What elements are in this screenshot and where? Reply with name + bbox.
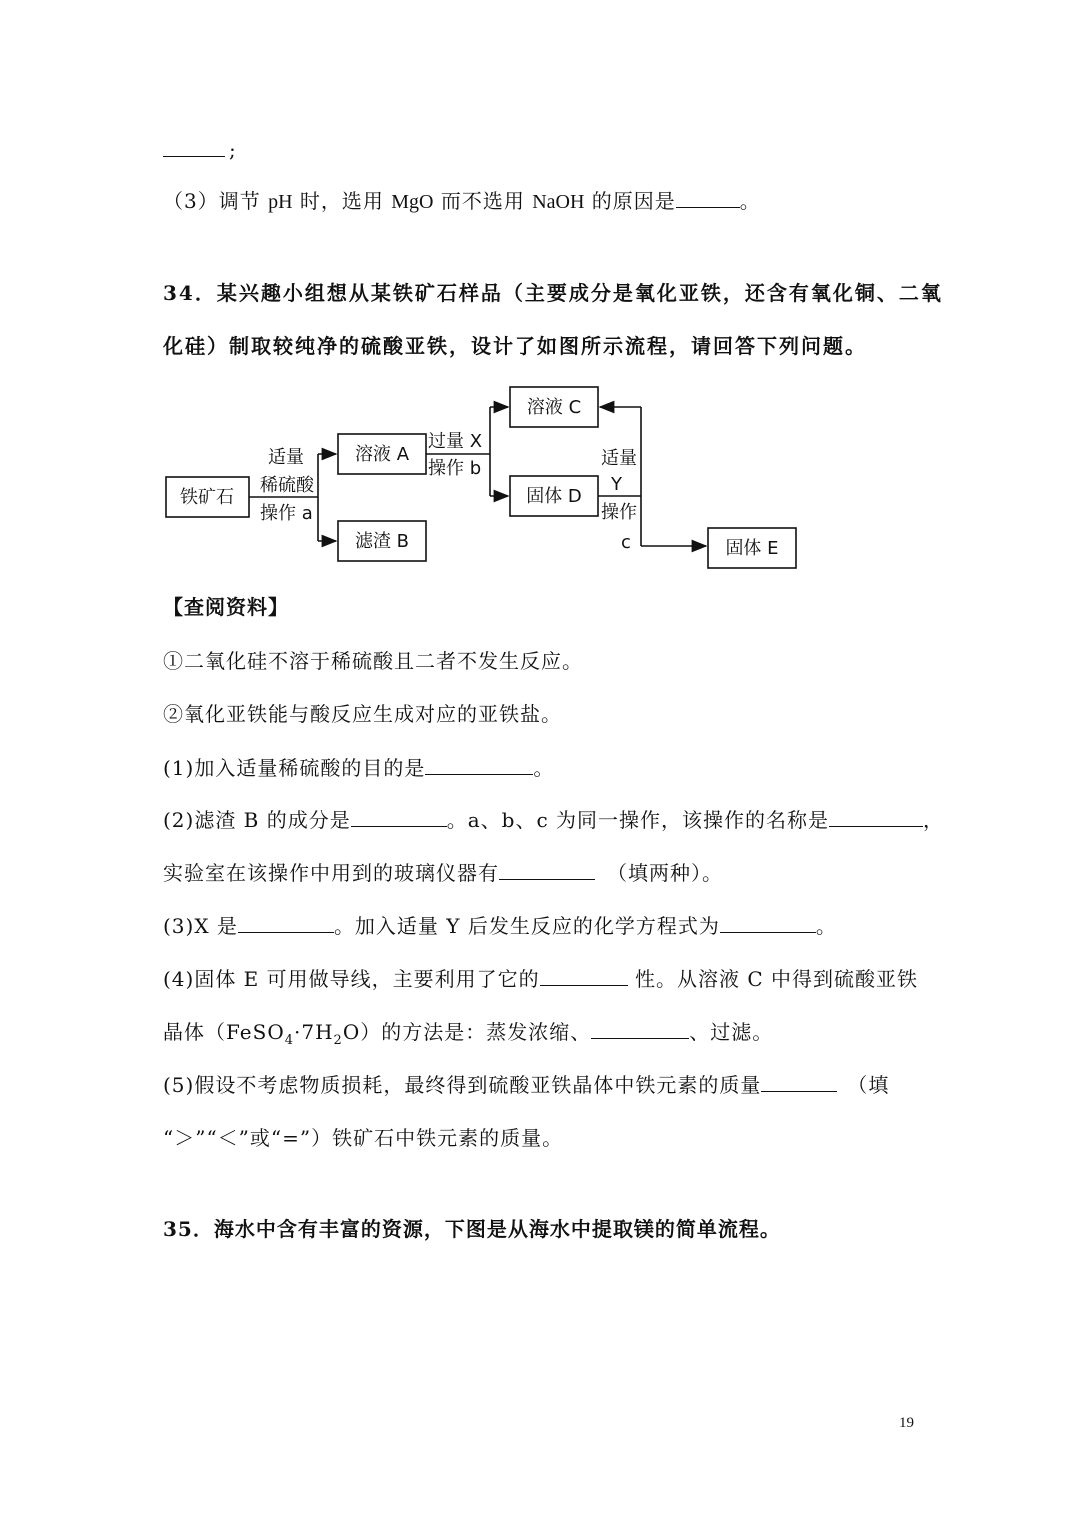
ore-label: 铁矿石 bbox=[180, 487, 234, 508]
question-34-part-2-line2: 实验室在该操作中用到的玻璃仪器有 （填两种）。 bbox=[163, 861, 723, 885]
answer-blank bbox=[676, 187, 740, 208]
answer-blank bbox=[591, 1018, 689, 1039]
answer-blank bbox=[499, 859, 595, 880]
reference-title: 【查阅资料】 bbox=[163, 595, 289, 619]
reference-item-2: ②氧化亚铁能与酸反应生成对应的亚铁盐。 bbox=[163, 702, 562, 726]
question-35-stem: 35．海水中含有丰富的资源，下图是从海水中提取镁的简单流程。 bbox=[163, 1217, 781, 1241]
step1-reagent-amount: 适量 bbox=[268, 447, 304, 468]
solid-e-label: 固体 E bbox=[725, 538, 779, 559]
step1-operation: 操作 a bbox=[260, 503, 313, 524]
step2-operation: 操作 b bbox=[428, 458, 482, 479]
question-34-part-1: (1)加入适量稀硫酸的目的是 。 bbox=[163, 756, 555, 780]
flow-diagram bbox=[160, 380, 810, 580]
solid-d-label: 固体 D bbox=[526, 486, 582, 507]
answer-blank bbox=[425, 754, 533, 775]
step1-reagent: 稀硫酸 bbox=[260, 475, 314, 496]
answer-line-fragment: ; bbox=[163, 136, 237, 164]
answer-blank bbox=[163, 136, 225, 157]
question-34-part-3: (3)X 是 。加入适量 Y 后发生反应的化学方程式为 。 bbox=[163, 914, 837, 938]
solution-a-label: 溶液 A bbox=[354, 444, 410, 465]
answer-blank bbox=[238, 912, 334, 933]
step2-reagent: 过量 X bbox=[428, 431, 483, 452]
solution-c-label: 溶液 C bbox=[526, 397, 582, 418]
residue-b-label: 滤渣 B bbox=[354, 531, 410, 552]
answer-blank bbox=[540, 965, 628, 986]
question-34-stem-line2: 化硅）制取较纯净的硫酸亚铁，设计了如图所示流程，请回答下列问题。 bbox=[163, 334, 867, 358]
step3-operation-letter: c bbox=[621, 532, 631, 553]
question-34-stem-line1: 34．某兴趣小组想从某铁矿石样品（主要成分是氧化亚铁，还含有氧化铜、二氧 bbox=[163, 281, 943, 305]
page-number: 19 bbox=[899, 1415, 914, 1431]
question-34-part-4-line2: 晶体$(FeSO_4\cdot 7H_2O)$的方法是：蒸发浓缩、 、过滤。 bbox=[163, 1020, 774, 1048]
answer-blank bbox=[720, 912, 816, 933]
answer-blank bbox=[829, 806, 923, 827]
question-34-part-5-line2: “＞”“＜”或“=”）铁矿石中铁元素的质量。 bbox=[163, 1126, 564, 1150]
answer-blank bbox=[351, 806, 447, 827]
question-33-part-3: （3）调节 pH 时，选用 MgO 而不选用 NaOH 的原因是 。 bbox=[163, 189, 761, 213]
answer-blank bbox=[761, 1071, 837, 1092]
step3-reagent: Y bbox=[611, 474, 622, 495]
question-34-part-4: (4)固体 E 可用做导线，主要利用了它的 性。从溶液 C 中得到硫酸亚铁 bbox=[163, 967, 919, 991]
question-34-part-2: (2)滤渣 B 的成分是 。a、b、c 为同一操作，该操作的名称是 ， bbox=[163, 808, 945, 832]
reference-item-1: ①二氧化硅不溶于稀硫酸且二者不发生反应。 bbox=[163, 649, 583, 673]
step3-operation: 操作 bbox=[601, 502, 637, 523]
question-34-part-5: (5)假设不考虑物质损耗，最终得到硫酸亚铁晶体中铁元素的质量 （填 bbox=[163, 1073, 890, 1097]
step3-reagent-amount: 适量 bbox=[601, 448, 637, 469]
